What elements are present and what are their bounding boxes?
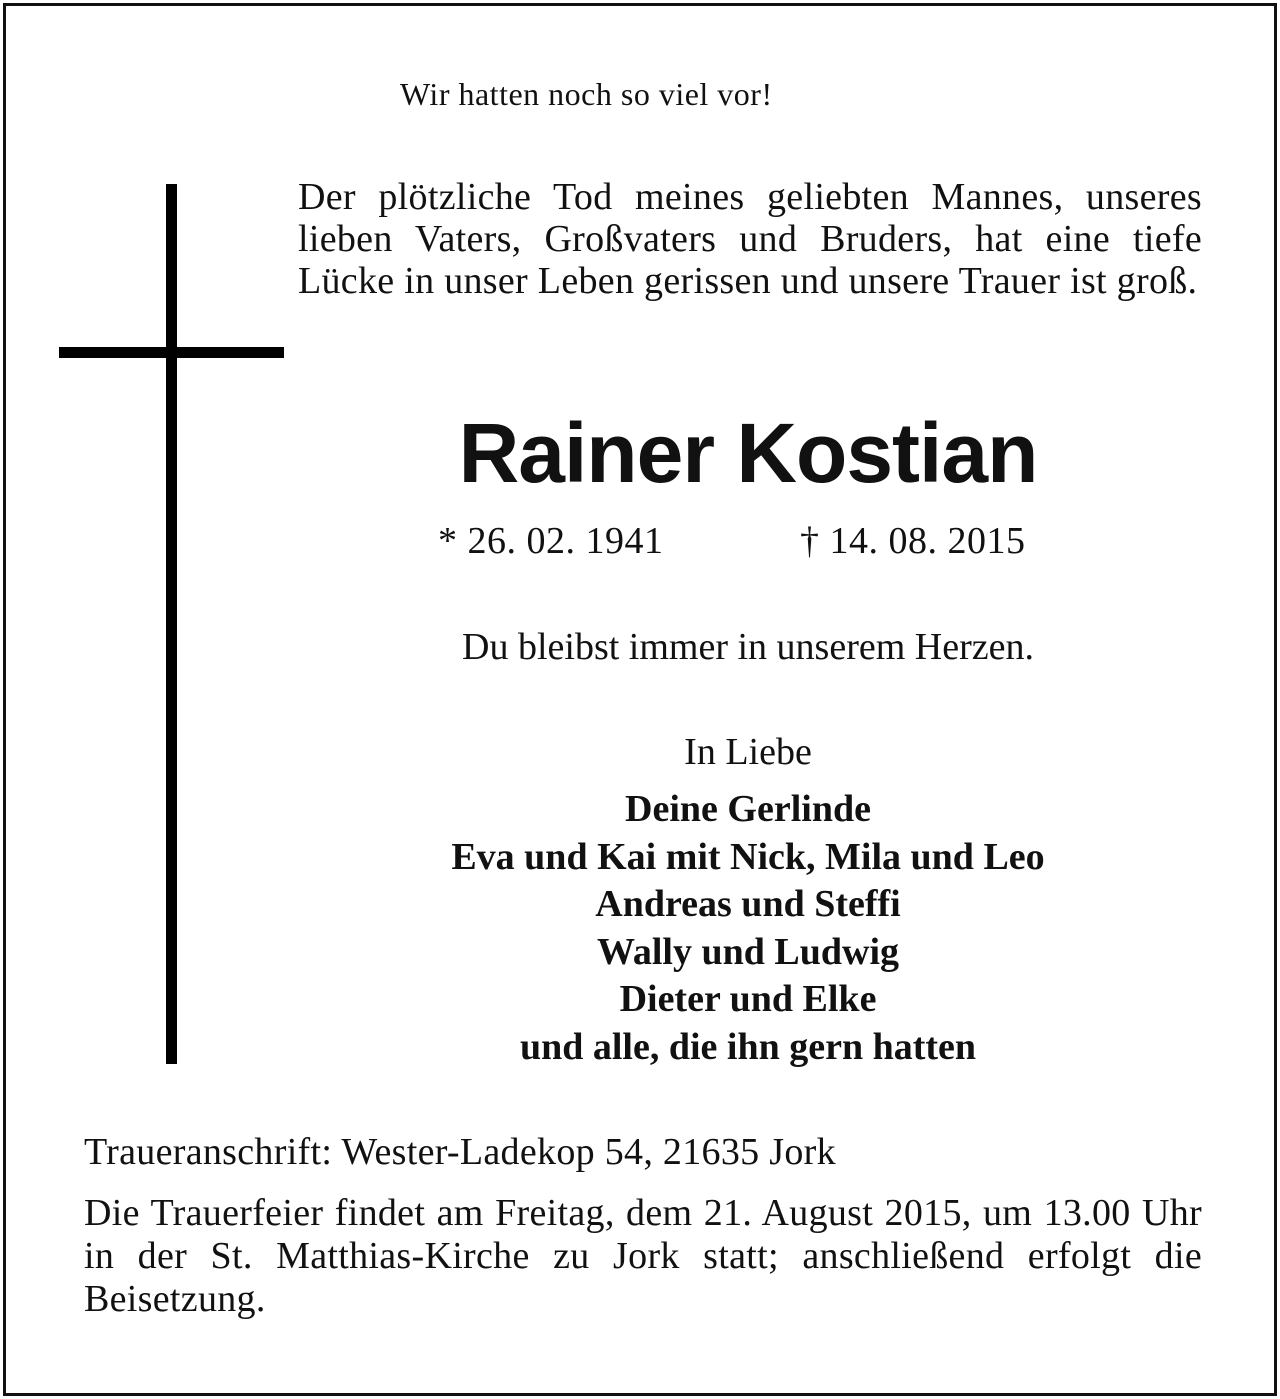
mourner: Andreas und Steffi [595, 883, 901, 925]
in-love-line: In Liebe [684, 731, 812, 773]
deceased-name: Rainer Kostian [458, 406, 1038, 500]
cross-icon-vertical [166, 184, 177, 1064]
farewell-line: Du bleibst immer in unserem Herzen. [462, 626, 1034, 668]
mourning-address: Traueranschrift: Wester-Ladekop 54, 21635 Jork [84, 1131, 836, 1173]
intro-text: Der plötzliche Tod meines geliebten Mannes, unseres lieben Vaters, Großvaters und Bruders, hat eine tiefe Lücke in unser Leben gerissen und unsere Trauer ist groß. [298, 176, 1202, 302]
mourner: Eva und Kai mit Nick, Mila und Leo [451, 835, 1045, 878]
mourners-list [298, 786, 1198, 1071]
mourner: und alle, die ihn gern hatten [519, 1025, 977, 1068]
mourner: Wally und Ludwig [596, 930, 900, 973]
mourner: Dieter und Elke [619, 978, 877, 1020]
funeral-service-info: Die Trauerfeier findet am Freitag, dem 21. August 2015, um 13.00 Uhr in der St. Matthias-Kirche zu Jork statt; anschließend erfolgt die Beisetzung. [84, 1192, 1202, 1320]
cross-icon-horizontal [59, 347, 284, 358]
death-date: † 14. 08. 2015 [800, 520, 1026, 562]
birth-date: * 26. 02. 1941 [438, 520, 664, 562]
mourner: Deine Gerlinde [625, 788, 871, 830]
motto: Wir hatten noch so viel vor! [400, 76, 773, 112]
